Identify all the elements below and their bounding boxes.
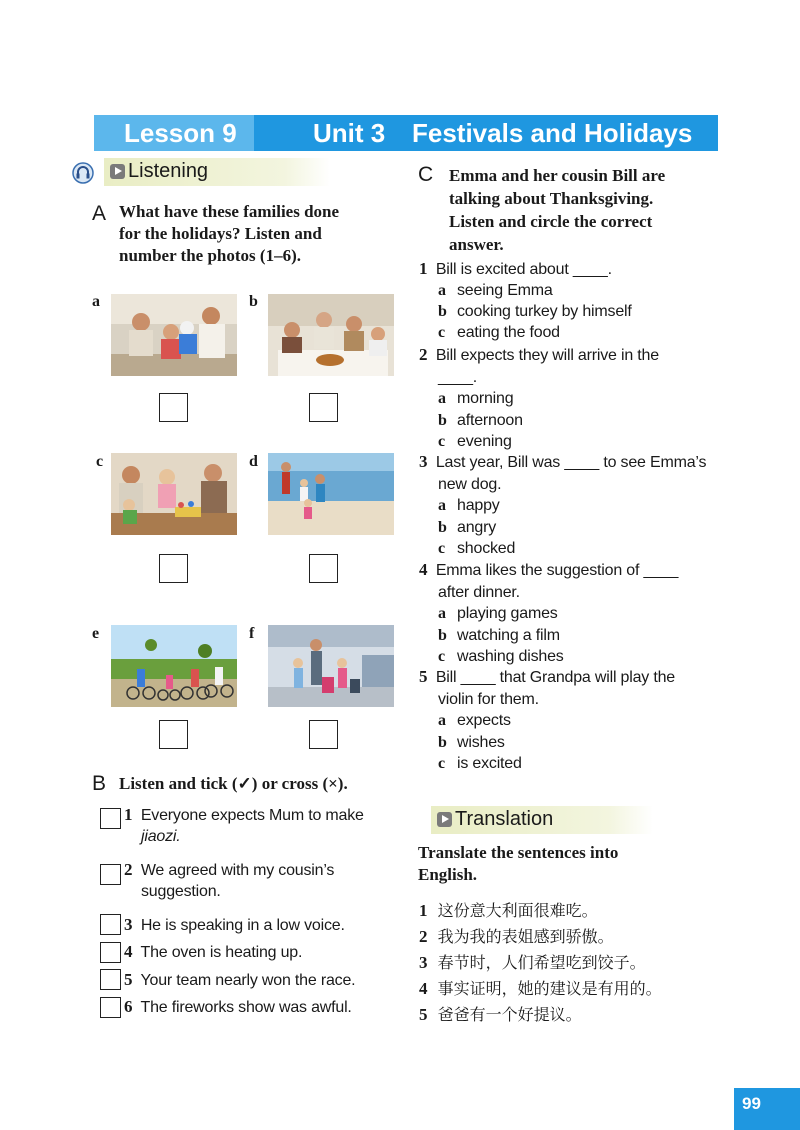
translation-sentence-1: 1 这份意大利面很难吃。 <box>419 901 598 920</box>
photo-letter-f: f <box>249 625 255 642</box>
photo-d-answer-box[interactable] <box>309 554 338 583</box>
unit-label: Unit 3 <box>313 118 386 148</box>
option-2b[interactable]: b afternoon <box>438 411 523 429</box>
headphones-icon <box>72 162 94 184</box>
option-1a[interactable]: a seeing Emma <box>438 282 553 299</box>
part-c-instruction: Emma and her cousin Bill are talking about Thanksgiving. Listen and circle the correct answer. <box>449 166 666 254</box>
play-icon <box>110 164 125 179</box>
lesson-title: Lesson 9 <box>124 118 237 148</box>
photo-family-beach <box>268 453 394 535</box>
photo-family-cycling <box>111 625 237 707</box>
tick-cross-box-3[interactable] <box>100 914 121 935</box>
translation-sentence-2: 2 我为我的表姐感到骄傲。 <box>419 927 614 946</box>
tick-cross-box-4[interactable] <box>100 942 121 963</box>
part-a-instruction: What have these families done for the holidays? Listen and number the photos (1–6). <box>119 202 340 265</box>
photo-family-airport <box>268 625 394 707</box>
option-1b[interactable]: b cooking turkey by himself <box>438 303 632 320</box>
part-b-item-5: 5 Your team nearly won the race. <box>124 970 356 989</box>
translation-instruction: Translate the sentences into English. <box>418 843 619 884</box>
part-c-question-5: 5 Bill ____ that Grandpa will play the violin for them. a expects b wishes c is excited <box>419 666 675 775</box>
option-5b[interactable]: b wishes <box>438 733 505 751</box>
option-2a[interactable]: a morning <box>438 390 514 407</box>
part-c-question-4: 4 Emma likes the suggestion of ____ after dinner. a playing games b watching a film c washing dishes <box>419 559 678 668</box>
photo-letter-d: d <box>249 453 258 470</box>
listening-label: Listening <box>128 160 209 182</box>
play-icon <box>437 812 452 827</box>
option-5c[interactable]: c is excited <box>438 755 522 772</box>
photo-f-answer-box[interactable] <box>309 720 338 749</box>
option-3c[interactable]: c shocked <box>438 540 516 557</box>
option-5a[interactable]: a expects <box>438 712 511 729</box>
page-number: 99 <box>742 1094 761 1113</box>
translation-label: Translation <box>455 808 554 830</box>
photo-letter-a: a <box>92 293 100 310</box>
photo-a-answer-box[interactable] <box>159 393 188 422</box>
unit-title: Festivals and Holidays <box>412 118 693 148</box>
part-c-letter: C <box>418 163 434 186</box>
page-number-tab <box>734 1088 800 1130</box>
part-b-item-3: 3 He is speaking in a low voice. <box>124 915 345 934</box>
translation-sentence-3: 3 春节时，人们希望吃到饺子。 <box>419 953 646 972</box>
tick-cross-box-5[interactable] <box>100 969 121 990</box>
part-c-question-3: 3 Last year, Bill was ____ to see Emma’s new dog. a happy b angry c shocked <box>419 451 706 560</box>
part-c-question-1: 1 Bill is excited about ____. a seeing Emma b cooking turkey by himself c eating the food <box>419 259 632 341</box>
part-c-question-2: 2 Bill expects they will arrive in the ____. a morning b afternoon c evening <box>419 344 659 453</box>
part-b-item-4: 4 The oven is heating up. <box>124 942 303 961</box>
option-4a[interactable]: a playing games <box>438 605 558 622</box>
option-2c[interactable]: c evening <box>438 433 512 450</box>
photo-letter-b: b <box>249 293 258 310</box>
listening-section-bar <box>104 158 330 186</box>
part-b-item-2: 2 We agreed with my cousin’s suggestion. <box>124 860 335 900</box>
photo-c-answer-box[interactable] <box>159 554 188 583</box>
translation-sentence-5: 5 爸爸有一个好提议。 <box>419 1005 582 1024</box>
tick-cross-box-6[interactable] <box>100 997 121 1018</box>
photo-family-cooking <box>111 294 237 376</box>
photo-family-dinner <box>268 294 394 376</box>
translation-section-bar <box>431 806 653 834</box>
photo-e-answer-box[interactable] <box>159 720 188 749</box>
part-a-letter: A <box>92 202 107 225</box>
translation-sentence-4: 4 事实证明，她的建议是有用的。 <box>419 979 662 998</box>
tick-cross-box-1[interactable] <box>100 808 121 829</box>
option-1c[interactable]: c eating the food <box>438 324 560 341</box>
tick-cross-box-2[interactable] <box>100 864 121 885</box>
part-b-letter: B <box>92 772 107 795</box>
lesson-header <box>94 115 718 151</box>
photo-letter-c: c <box>96 453 104 470</box>
part-b-instruction: Listen and tick (✓) or cross (×). <box>119 774 348 793</box>
part-b-item-1: 1 Everyone expects Mum to make jiaozi. <box>124 805 364 845</box>
option-3a[interactable]: a happy <box>438 497 500 514</box>
photo-letter-e: e <box>92 625 100 642</box>
option-4b[interactable]: b watching a film <box>438 626 560 644</box>
part-b-item-6: 6 The fireworks show was awful. <box>124 997 352 1016</box>
option-3b[interactable]: b angry <box>438 518 497 536</box>
option-4c[interactable]: c washing dishes <box>438 648 564 665</box>
photo-b-answer-box[interactable] <box>309 393 338 422</box>
photo-family-board-game <box>111 453 237 535</box>
